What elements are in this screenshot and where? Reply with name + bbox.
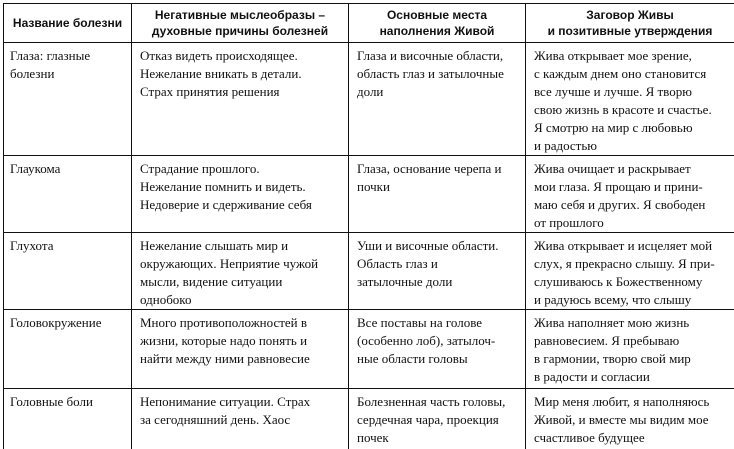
cell-line: Жива открывает мое зрение, [534,47,730,65]
header-line: Название болезни [4,15,131,31]
cell-line: в гармонии, творю свой мир [534,350,730,368]
causes-cell [132,43,349,156]
cell-line: мои глаза. Я прощаю и прини- [534,178,730,196]
diseases-table [3,3,734,449]
cell-line: Непонимание ситуации. Страх [140,393,344,411]
header-affirmation [526,4,734,43]
cell-line: Жива очищает и раскрывает [534,160,730,178]
cell-line: Область глаз и [357,255,521,273]
cell-line: Нежелание слышать мир и [140,237,344,255]
disease-cell [4,156,132,233]
header-line: духовные причины болезней [132,23,348,39]
cell-line: и радостью [534,137,730,155]
header-disease-name [4,4,132,43]
disease-cell [4,310,132,389]
cell-line: Глаукома [10,160,127,178]
table-header-row [4,4,734,43]
affirmation-cell [526,233,734,310]
cell-line: Живой, и вместе мы видим мое [534,411,730,429]
disease-cell [4,43,132,156]
cell-line: Глухота [10,237,127,255]
disease-cell [4,389,132,449]
cell-line: Страдание прошлого. [140,160,344,178]
cell-line: Глаза: глазные [10,47,127,65]
cell-line: область глаз и затылочные [357,65,521,83]
cell-line: Жива наполняет мою жизнь [534,314,730,332]
affirmation-cell [526,389,734,449]
cell-line: Глаза и височные области, [357,47,521,65]
places-cell [349,389,526,449]
header-line: Основные места [349,7,525,23]
affirmation-cell [526,310,734,389]
cell-line: свою жизнь в красоте и счастье. [534,101,730,119]
cell-line: в радости и согласии [534,368,730,386]
cell-line: слушиваюсь к Божественному [534,273,730,291]
cell-line: однобоко [140,291,344,309]
cell-line: Я смотрю на мир с любовью [534,119,730,137]
cell-line: Все поставы на голове [357,314,521,332]
places-cell [349,156,526,233]
affirmation-cell [526,43,734,156]
cell-line: Болезненная часть головы, [357,393,521,411]
places-cell [349,43,526,156]
table-row [4,389,734,449]
cell-line: затылочные доли [357,273,521,291]
header-line: и позитивные утверждения [526,23,734,39]
cell-line: найти между ними равновесие [140,350,344,368]
table-row [4,310,734,389]
cell-line: счастливое будущее [534,429,730,447]
causes-cell [132,156,349,233]
cell-line: почки [357,178,521,196]
header-line: Негативные мыслеобразы – [132,7,348,23]
cell-line: окружающих. Неприятие чужой [140,255,344,273]
cell-line: жизни, которые надо понять и [140,332,344,350]
causes-cell [132,310,349,389]
cell-line: Глаза, основание черепа и [357,160,521,178]
cell-line: Головные боли [10,393,127,411]
table-row [4,156,734,233]
affirmation-cell [526,156,734,233]
cell-line: Много противоположностей в [140,314,344,332]
causes-cell [132,389,349,449]
cell-line: за сегодняшний день. Хаос [140,411,344,429]
header-places [349,4,526,43]
cell-line: с каждым днем оно становится [534,65,730,83]
cell-line: болезни [10,65,127,83]
cell-line: равновесием. Я пребываю [534,332,730,350]
cell-line: доли [357,83,521,101]
places-cell [349,310,526,389]
cell-line: слух, я прекрасно слышу. Я при- [534,255,730,273]
header-line: Заговор Живы [526,7,734,23]
table-row [4,233,734,310]
cell-line: маю себя и других. Я свободен [534,196,730,214]
cell-line: Головокружение [10,314,127,332]
places-cell [349,233,526,310]
cell-line: ные области головы [357,350,521,368]
cell-line: и радуюсь всему, что слышу [534,291,730,309]
cell-line: Нежелание помнить и видеть. [140,178,344,196]
cell-line: от прошлого [534,214,730,232]
header-negative-thoughts [132,4,349,43]
cell-line: все лучше и лучше. Я творю [534,83,730,101]
cell-line: Жива открывает и исцеляет мой [534,237,730,255]
header-line: наполнения Живой [349,23,525,39]
cell-line: Страх принятия решения [140,83,344,101]
cell-line: Отказ видеть происходящее. [140,47,344,65]
cell-line: Недоверие и сдерживание себя [140,196,344,214]
cell-line: мысли, видение ситуации [140,273,344,291]
table-row [4,43,734,156]
cell-line: Мир меня любит, я наполняюсь [534,393,730,411]
disease-cell [4,233,132,310]
causes-cell [132,233,349,310]
cell-line: сердечная чара, проекция [357,411,521,429]
cell-line: (особенно лоб), затылоч- [357,332,521,350]
cell-line: Нежелание вникать в детали. [140,65,344,83]
cell-line: Уши и височные области. [357,237,521,255]
cell-line: почек [357,429,521,447]
